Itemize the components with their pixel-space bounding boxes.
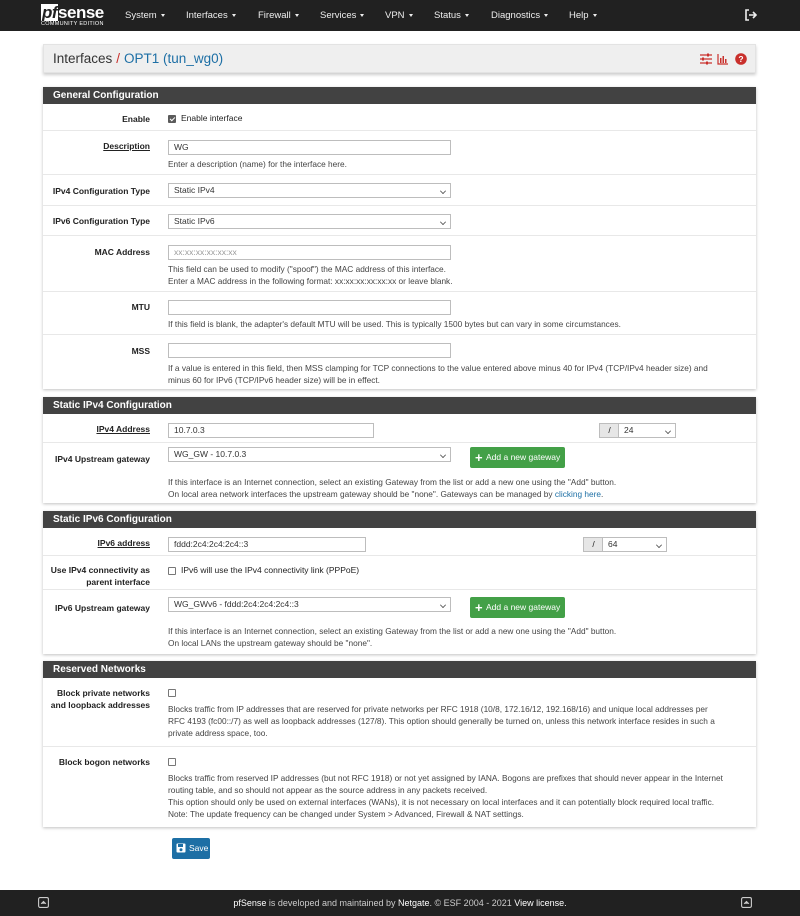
use-ipv4-text: IPv6 will use the IPv4 connectivity link (PPPoE) (181, 565, 360, 575)
menu-firewall-label: Firewall (258, 10, 291, 21)
menu-interfaces-label: Interfaces (186, 10, 228, 21)
footer-text-2: . © ESF 2004 - 2021 (429, 898, 515, 908)
block-bogon-row (43, 746, 756, 827)
ipv4-type-row (43, 174, 756, 205)
menu-system-label: System (125, 10, 157, 21)
chevron-down-icon (161, 14, 165, 17)
add-ipv4-gateway-label: Add a new gateway (486, 452, 561, 462)
menu-services[interactable] (320, 0, 364, 31)
ipv4-type-select[interactable] (168, 183, 451, 198)
menu-status-label: Status (434, 10, 461, 21)
block-bogon-checkbox[interactable] (168, 758, 176, 766)
help-icon[interactable] (735, 53, 747, 65)
panel-heading: Reserved Networks (43, 661, 756, 678)
footer-brand[interactable]: pfSense (233, 898, 267, 908)
enable-checkbox[interactable] (168, 115, 176, 123)
block-private-help-1: Blocks traffic from IP addresses that are reserved for private networks per RFC 1918 (10/8, 172.16/12, 192.168/16) and unique local addresses per (168, 704, 708, 714)
reserved-networks-panel (43, 661, 756, 827)
chevron-down-icon (544, 14, 548, 17)
mac-address-label: MAC Address (94, 247, 150, 257)
add-ipv4-gateway-button[interactable] (470, 447, 565, 468)
pfsense-logo[interactable] (41, 4, 109, 28)
ipv4-type-label: IPv4 Configuration Type (52, 186, 150, 196)
gateways-link[interactable]: clicking here (554, 489, 601, 499)
menu-services-label: Services (320, 10, 357, 21)
ipv6-gateway-row (43, 589, 756, 654)
enable-label: Enable (122, 114, 150, 124)
floppy-disk-icon (176, 843, 186, 853)
mss-help-1: If a value is entered in this field, then MSS clamping for TCP connections to the value entered above minus 40 for IPv4 (TCP/IPv4 header size) and (168, 363, 708, 373)
svg-text:?: ? (738, 54, 744, 64)
menu-system[interactable] (125, 0, 165, 31)
mss-label: MSS (131, 346, 150, 356)
block-private-label-1: Block private networks (56, 688, 150, 698)
ipv6-type-value: Static IPv6 (174, 216, 215, 226)
plus-icon: + (475, 450, 483, 465)
panel-heading: Static IPv6 Configuration (43, 511, 756, 528)
chevron-down-icon (440, 219, 446, 225)
menu-status[interactable] (434, 0, 469, 31)
chevron-down-icon (656, 542, 662, 548)
enable-row (43, 104, 756, 130)
ipv6-address-row (43, 528, 756, 555)
page-title-bar (43, 44, 756, 73)
ipv4-gateway-help-1: If this interface is an Internet connection, select an existing Gateway from the list or add a new one using the "Add" button. (168, 477, 617, 487)
block-bogon-help-2: routing table, and so should not appear as the source address in any packets received. (168, 785, 488, 795)
ipv4-gateway-help-2-text: On local area network interfaces the upstream gateway should be "none". Gateways can be managed by (168, 489, 553, 499)
save-button[interactable] (172, 838, 210, 859)
chevron-down-icon (665, 428, 671, 434)
ipv4-address-row (43, 414, 756, 442)
block-private-help-3: private address space, too. (168, 728, 268, 738)
block-bogon-help-3: This option should only be used on external interfaces (WANs), it is not necessary on local interfaces and it can potentially block required local traffic. (168, 797, 715, 807)
mss-input[interactable] (168, 343, 451, 358)
logo-sense: sense (58, 3, 104, 22)
ipv4-gateway-select[interactable] (168, 447, 451, 462)
description-input[interactable]: WG (168, 140, 451, 155)
scroll-top-icon[interactable] (741, 897, 752, 908)
ipv4-gateway-value: WG_GW - 10.7.0.3 (174, 449, 247, 459)
cidr-slash: / (599, 423, 620, 438)
static-ipv4-panel (43, 397, 756, 503)
mac-address-row (43, 235, 756, 291)
ipv6-type-label: IPv6 Configuration Type (52, 216, 150, 226)
bar-chart-icon[interactable] (717, 53, 729, 65)
static-ipv6-panel (43, 511, 756, 654)
ipv4-gateway-help-2 (168, 488, 603, 501)
footer-license-link[interactable]: View license. (514, 898, 567, 908)
menu-help[interactable] (569, 0, 597, 31)
ipv4-type-value: Static IPv4 (174, 185, 215, 195)
mac-address-help-2: Enter a MAC address in the following format: xx:xx:xx:xx:xx:xx or leave blank. (168, 276, 453, 286)
description-label: Description (103, 141, 150, 151)
mtu-row (43, 291, 756, 334)
menu-diagnostics[interactable] (491, 0, 548, 31)
panel-heading: General Configuration (43, 87, 756, 104)
chevron-down-icon (440, 452, 446, 458)
chevron-down-icon (232, 14, 236, 17)
ipv4-address-label: IPv4 Address (96, 424, 150, 434)
breadcrumb-current[interactable]: OPT1 (tun_wg0) (124, 51, 224, 66)
mtu-help: If this field is blank, the adapter's default MTU will be used. This is typically 1500 bytes but can vary in some circumstances. (168, 319, 621, 329)
chevron-down-icon (465, 14, 469, 17)
block-private-help-2: RFC 4193 (fc00::/7) as well as loopback addresses (127/8). This option should generally be turned on, unless this network interface resides in such a (168, 716, 715, 726)
prefix-slash: / (583, 537, 604, 552)
mtu-label: MTU (131, 302, 150, 312)
menu-vpn-label: VPN (385, 10, 405, 21)
footer (0, 890, 800, 916)
ipv6-gateway-select[interactable] (168, 597, 451, 612)
mac-address-input[interactable]: xx:xx:xx:xx:xx:xx (168, 245, 451, 260)
block-private-label-2: and loopback addresses (50, 700, 150, 710)
logo-edition: COMMUNITY EDITION (41, 21, 104, 27)
ipv6-gateway-label: IPv6 Upstream gateway (55, 603, 150, 613)
top-navbar (0, 0, 800, 31)
block-bogon-help-1: Blocks traffic from reserved IP addresses (but not RFC 1918) or not yet assigned by IANA. Bogons are prefixes that should never appear in the Internet (168, 773, 723, 783)
block-bogon-label: Block bogon networks (58, 757, 150, 767)
add-ipv6-gateway-button[interactable] (470, 597, 565, 618)
menu-help-label: Help (569, 10, 589, 21)
ipv6-type-select[interactable] (168, 214, 451, 229)
ipv6-gateway-help-2: On local LANs the upstream gateway should be "none". (168, 638, 373, 648)
ipv6-prefix-value: 64 (608, 539, 618, 549)
footer-text-1: is developed and maintained by (266, 898, 399, 908)
mss-row (43, 334, 756, 389)
ipv4-address-input[interactable]: 10.7.0.3 (168, 423, 374, 438)
chevron-down-icon (360, 14, 364, 17)
footer-company[interactable]: Netgate (398, 898, 430, 908)
mac-address-help-1: This field can be used to modify ("spoof") the MAC address of this interface. (168, 264, 446, 274)
add-ipv6-gateway-label: Add a new gateway (486, 602, 561, 612)
chevron-down-icon (409, 14, 413, 17)
sliders-icon[interactable] (700, 53, 712, 65)
description-help: Enter a description (name) for the interface here. (168, 159, 347, 169)
block-private-row (43, 678, 756, 746)
use-ipv4-label-2: parent interface (86, 577, 150, 587)
chevron-down-icon (593, 14, 597, 17)
breadcrumb-section[interactable]: Interfaces (53, 51, 113, 66)
ipv4-gateway-row (43, 442, 756, 503)
scroll-top-icon[interactable] (38, 897, 49, 908)
ipv4-mask-select[interactable] (618, 423, 676, 438)
ipv4-gateway-label: IPv4 Upstream gateway (55, 454, 150, 464)
chevron-down-icon (295, 14, 299, 17)
mss-help-2: minus 60 for IPv6 (TCP/IPv6 header size) will be in effect. (168, 375, 380, 385)
use-ipv4-checkbox[interactable] (168, 567, 176, 575)
breadcrumb-separator: / (116, 51, 121, 66)
ipv4-gateway-help-2-end: . (600, 489, 604, 499)
use-ipv4-label-1: Use IPv4 connectivity as (50, 565, 150, 575)
breadcrumb (53, 51, 223, 66)
menu-vpn[interactable] (385, 0, 413, 31)
menu-interfaces[interactable] (186, 0, 236, 31)
enable-text: Enable interface (181, 113, 243, 123)
ipv6-address-input[interactable]: fddd:2c4:2c4:2c4::3 (168, 537, 366, 552)
ipv4-mask-value: 24 (624, 425, 634, 435)
menu-diagnostics-label: Diagnostics (491, 10, 541, 21)
panel-heading: Static IPv4 Configuration (43, 397, 756, 414)
logo-pf: pf (42, 3, 58, 22)
chevron-down-icon (440, 602, 446, 608)
block-bogon-help-4: Note: The update frequency can be changed under System > Advanced, Firewall & NAT settings. (168, 809, 524, 819)
ipv6-type-row (43, 205, 756, 235)
description-row (43, 130, 756, 174)
save-label: Save (189, 843, 209, 853)
ipv6-address-label: IPv6 address (97, 538, 150, 548)
general-configuration-panel (43, 87, 756, 389)
sign-out-icon[interactable] (744, 9, 758, 21)
use-ipv4-row (43, 555, 756, 589)
mtu-input[interactable] (168, 300, 451, 315)
chevron-down-icon (440, 188, 446, 194)
block-private-checkbox[interactable] (168, 689, 176, 697)
menu-firewall[interactable] (258, 0, 299, 31)
plus-icon: + (475, 600, 483, 615)
ipv6-gateway-value: WG_GWv6 - fddd:2c4:2c4:2c4::3 (174, 599, 299, 609)
ipv6-prefix-select[interactable] (602, 537, 667, 552)
ipv6-gateway-help-1: If this interface is an Internet connection, select an existing Gateway from the list or add a new one using the "Add" button. (168, 626, 617, 636)
